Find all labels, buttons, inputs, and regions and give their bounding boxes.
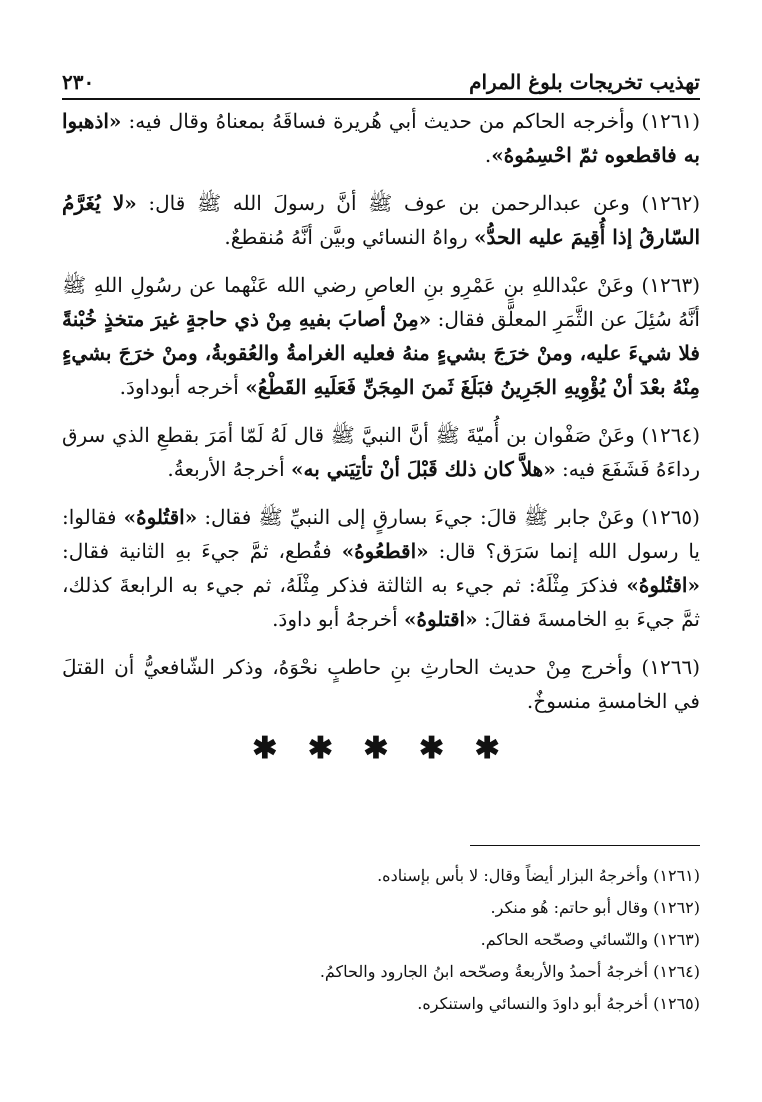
text-segment: أخرجه أبوداودَ.: [119, 375, 246, 399]
footnote-1261: (١٢٦١) وأخرجهُ البزار أيضاً وقال: لا بأس بإسناده.: [377, 866, 700, 885]
hadith-paragraph-1265: [62, 500, 700, 636]
text-segment: (١٢٦٦) وأخرج مِنْ حديث الحارثِ بنِ حاطبٍ نحْوَهُ، وذكر الشّافعيُّ أن القتلَ في الخامسةِ منسوخٌ.: [62, 655, 700, 713]
text-segment: فقُطع، ثمَّ جيءَ بهِ الثانية فقال:: [62, 539, 342, 563]
hadith-quote: «مِنْ أصابَ بفيهِ مِنْ ذي حاجةٍ غيرَ متخذٍ خُبْنةً فلا شيءَ عليه، ومنْ خرَجَ بشيءٍ منهُ فعليه الغرامةُ والعُقوبةُ، ومنْ خرَجَ بشيءٍ مِنْهُ بعْدَ أنْ يُؤْوِيهِ الجَرِينُ فبَلَغَ ثَمنَ المِجَنِّ فَعَلَيهِ القَطْعُ»: [62, 307, 700, 399]
hadith-quote: «اقتُلوهُ»: [123, 505, 198, 529]
page-header: [62, 60, 700, 100]
footnote-divider: [470, 845, 700, 846]
text-segment: فذكرَ مِثْلَهُ: ثم جيء به الثالثة فذكر مِثْلَهُ، ثم جيء به الرابعةَ كذلك، ثمَّ جيءَ بهِ الخامسةَ فقالَ:: [62, 573, 700, 631]
text-segment: أخرجهُ أبو داودَ.: [272, 607, 405, 631]
main-text: [62, 104, 700, 766]
hadith-quote: «هلاَّ كان ذلك قَبْلَ أنْ تأتِيَني به»: [291, 457, 556, 481]
footnote-1265: (١٢٦٥) أخرجهُ أبو داودَ والنسائي واستنكره.: [417, 994, 700, 1013]
text-segment: (١٢٦٥) وعَنْ جابر ﷺ قالَ: جيءَ بسارقٍ إلى النبيِّ ﷺ فقال:: [197, 505, 700, 529]
text-segment: (١٢٦٣) وعَنْ عبْداللهِ بنِ عَمْرِو بنِ العاصِ رضي الله عَنْهما عن رسُولِ اللهِ ﷺ أنَّهُ سُئِلَ عن الثَّمَرِ المعلَّق فقال:: [62, 273, 700, 331]
hadith-quote: «اقتلوهُ»: [404, 607, 478, 631]
hadith-paragraph-1264: [62, 418, 700, 486]
hadith-paragraph-1262: [62, 186, 700, 254]
text-segment: فقالوا: يا رسول الله إنما سَرَق؟ قال:: [62, 505, 700, 563]
hadith-quote: «اقتُلوهُ»: [626, 573, 700, 597]
text-segment: رواهُ النسائي وبيَّن أنَّهُ مُنقطعٌ.: [224, 225, 475, 249]
footnotes: [62, 860, 700, 1020]
footnote-1263: (١٢٦٣) والنّسائي وصحّحه الحاكم.: [480, 930, 700, 949]
text-segment: (١٢٦١) وأخرجه الحاكم من حديث أبي هُريرة فساقَهُ بمعناهُ وقال فيه:: [121, 109, 700, 133]
hadith-quote: «لا يُغَرَّمُ السّارقُ إذا أُقِيمَ عليه الحدُّ»: [62, 191, 700, 249]
hadith-quote: «اقطعُوهُ»: [341, 539, 429, 563]
footnote-1262: (١٢٦٢) وقال أبو حاتم: هُو منكر.: [490, 898, 700, 917]
hadith-paragraph-1261: [62, 104, 700, 172]
hadith-paragraph-1266: [62, 650, 700, 718]
section-separator: ✱ ✱ ✱ ✱ ✱: [252, 731, 510, 766]
hadith-quote: «اذهبوا به فاقطعوه ثمّ احْسِمُوهُ»: [62, 109, 700, 167]
footnote-1264: (١٢٦٤) أخرجهُ أحمدُ والأربعةُ وصحّحه ابنُ الجارود والحاكمُ.: [319, 962, 700, 981]
text-segment: (١٢٦٤) وعَنْ صَفْوان بن أُميّةَ ﷺ أنَّ النبيَّ ﷺ قال لَهُ لَمّا أمَرَ بقطعِ الذي سرق رداءَهُ فَشَفَعَ فيه:: [62, 423, 700, 481]
text-segment: (١٢٦٢) وعن عبدالرحمن بن عوف ﷺ أنَّ رسولَ الله ﷺ قال:: [136, 191, 700, 215]
running-title: تهذيب تخريجات بلوغ المرام: [469, 70, 700, 94]
hadith-paragraph-1263: [62, 268, 700, 404]
text-segment: .: [484, 143, 492, 167]
text-segment: أخرجهُ الأربعةُ.: [167, 457, 292, 481]
page-number: ٢٣٠: [62, 70, 95, 94]
